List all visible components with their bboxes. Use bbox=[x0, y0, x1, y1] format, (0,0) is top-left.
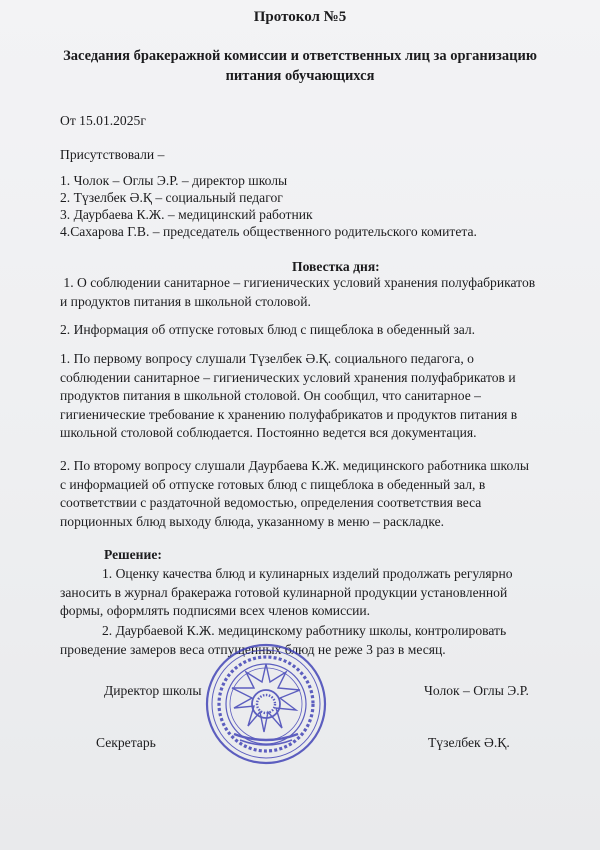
discussion-paragraph bbox=[60, 350, 585, 443]
decision-line: 2. Даурбаевой К.Ж. медицинскому работнику школы, контролировать bbox=[102, 623, 507, 638]
discussion-line: гигиенические требование к хранению полуфабрикатов и продуктов питания в bbox=[60, 406, 518, 422]
decision-line: проведение замеров веса отпущенных блюд не реже 3 раз в месяц. bbox=[60, 641, 446, 657]
agenda-item-line: 2. Информация об отпуске готовых блюд с пищеблока в обеденный зал. bbox=[60, 322, 476, 337]
director-role: Директор школы bbox=[104, 683, 202, 698]
decision-line: 1. Оценку качества блюд и кулинарных изделий продолжать регулярно bbox=[102, 566, 513, 581]
decision-line: формы, оформлять подписями всех членов комиссии. bbox=[60, 603, 371, 618]
agenda-item-line: и продуктов питания в школьной столовой. bbox=[60, 293, 311, 309]
protocol-subtitle bbox=[0, 46, 600, 86]
attendee-item: 1. Чолок – Оглы Э.Р. – директор школы bbox=[60, 173, 288, 188]
subtitle-line: Заседания бракеражной комиссии и ответственных лиц за организацию bbox=[63, 48, 537, 64]
decision-title: Решение: bbox=[104, 547, 162, 562]
discussion-line: 2. По второму вопросу слушали Даурбаева К.Ж. медицинского работника школы bbox=[60, 458, 530, 473]
attendee-item: 3. Даурбаева К.Ж. – медицинский работник bbox=[60, 207, 313, 222]
attendee-list bbox=[60, 172, 477, 240]
protocol-title: Протокол №5 bbox=[253, 9, 347, 25]
discussion-line: 1. По первому вопросу слушали Түзелбек Ә.Қ. социального педагога, о bbox=[60, 351, 474, 366]
discussion-line: соблюдении санитарное – гигиенических условий хранения полуфабрикатов и bbox=[60, 369, 516, 385]
agenda-item bbox=[60, 321, 585, 340]
agenda-title: Повестка дня: bbox=[292, 259, 380, 274]
director-name: Чолок – Оглы Э.Р. bbox=[424, 683, 529, 698]
attendee-item: 4.Сахарова Г.В. – председатель общественного родительского комитета. bbox=[60, 224, 477, 239]
discussion-line: школьной столовой соблюдается. Постоянно ведется вся документация. bbox=[60, 425, 477, 440]
protocol-date: От 15.01.2025г bbox=[60, 113, 146, 128]
official-seal bbox=[204, 642, 328, 766]
discussion-paragraph bbox=[60, 457, 585, 531]
discussion-line: соответствии с раздаточной ведомостью, определения соответствия веса bbox=[60, 495, 482, 510]
discussion-line: порционных блюд выходу блюда, указанному в меню – раскладке. bbox=[60, 513, 445, 529]
discussion-line: продуктов питания в школьной столовой. Он сообщил, что санитарное – bbox=[60, 388, 481, 403]
subtitle-line: питания обучающихся bbox=[225, 68, 375, 84]
secretary-name: Түзелбек Ә.Қ. bbox=[428, 735, 510, 750]
attendee-item: 2. Түзелбек Ә.Қ – социальный педагог bbox=[60, 190, 283, 205]
decision-item bbox=[60, 565, 585, 621]
discussion-line: с информацией об отпуске готовых блюд с пищеблока в обеденный зал, в bbox=[60, 476, 486, 492]
agenda-item-line: 1. О соблюдении санитарное – гигиенических условий хранения полуфабрикатов bbox=[60, 275, 536, 290]
present-label: Присутствовали – bbox=[60, 147, 165, 162]
agenda-item bbox=[60, 274, 585, 311]
decision-line: заносить в журнал бракеража готовой кулинарной продукции установленной bbox=[60, 584, 508, 600]
secretary-role: Секретарь bbox=[96, 735, 156, 750]
